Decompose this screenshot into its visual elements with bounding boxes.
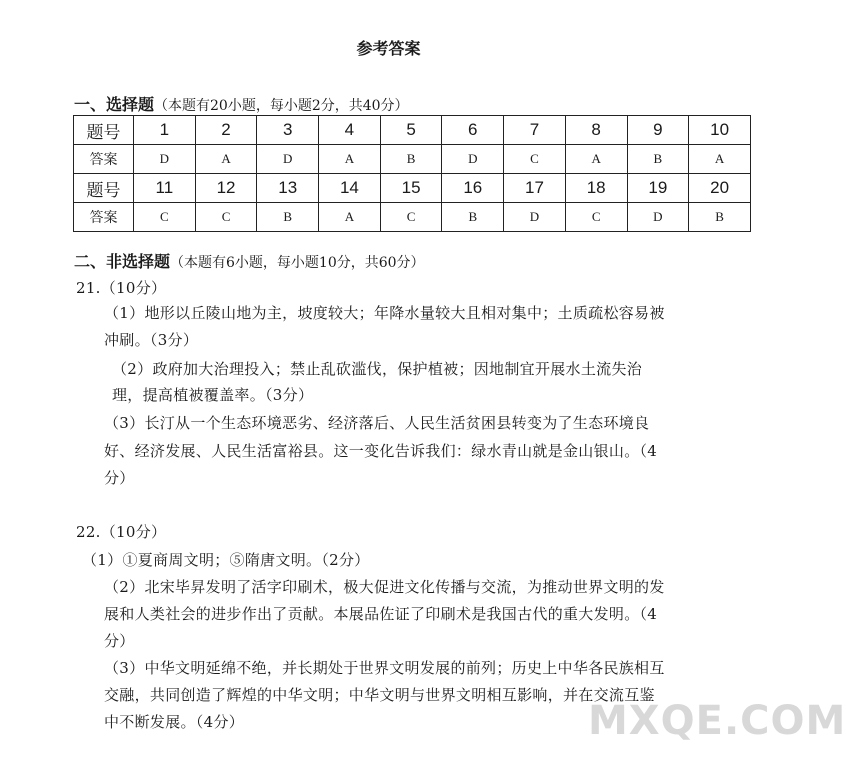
answer-line: 好、经济发展、人民生活富裕县。这一变化告诉我们：绿水青山就是金山银山。（4 [104, 442, 658, 460]
table-cell: A [565, 145, 627, 174]
answer-line: （3）中华文明延绵不绝，并长期处于世界文明发展的前列；历史上中华各民族相互 [104, 659, 665, 677]
table-cell: C [195, 203, 257, 232]
table-cell: 15 [380, 174, 442, 203]
answer-table [73, 115, 751, 232]
table-cell: A [195, 145, 257, 174]
answer-line: （1）地形以丘陵山地为主，坡度较大；年降水量较大且相对集中；土质疏松容易被 [104, 304, 665, 322]
table-cell: 9 [627, 116, 689, 145]
table-cell: 13 [257, 174, 319, 203]
row-label-number: 题号 [74, 174, 134, 203]
section-1-note: （本题有20小题，每小题2分，共40分） [154, 98, 409, 114]
question-22-header: 22.（10分） [76, 523, 167, 541]
row-label-number: 题号 [74, 116, 134, 145]
answer-line: 理，提高植被覆盖率。（3分） [112, 386, 314, 404]
table-cell: 11 [134, 174, 196, 203]
table-cell: B [627, 145, 689, 174]
table-cell: 8 [565, 116, 627, 145]
row-label-answer: 答案 [74, 145, 134, 174]
table-cell: D [134, 145, 196, 174]
table-cell: B [689, 203, 751, 232]
table-row [74, 145, 751, 174]
table-cell: B [442, 203, 504, 232]
table-cell: C [380, 203, 442, 232]
table-cell: D [442, 145, 504, 174]
page-title: 参考答案 [356, 39, 421, 58]
table-cell: 14 [319, 174, 381, 203]
section-1-title: 一、选择题 [74, 95, 155, 114]
table-row [74, 174, 751, 203]
table-row [74, 116, 751, 145]
answer-line: 交融，共同创造了辉煌的中华文明；中华文明与世界文明相互影响，并在交流互鉴 [104, 686, 655, 704]
answer-line: 分） [104, 469, 135, 487]
question-21-header: 21.（10分） [76, 279, 167, 297]
section-2-heading [74, 249, 425, 272]
table-cell: A [689, 145, 751, 174]
table-cell: D [504, 203, 566, 232]
table-cell: 2 [195, 116, 257, 145]
table-cell: 19 [627, 174, 689, 203]
table-cell: C [134, 203, 196, 232]
answer-line: 展和人类社会的进步作出了贡献。本展品佐证了印刷术是我国古代的重大发明。（4 [104, 605, 658, 623]
table-cell: C [504, 145, 566, 174]
answer-line: 冲刷。（3分） [104, 331, 199, 349]
table-cell: A [319, 203, 381, 232]
table-cell: B [380, 145, 442, 174]
table-cell: 1 [134, 116, 196, 145]
table-cell: D [627, 203, 689, 232]
answer-line: 分） [104, 632, 135, 650]
table-cell: 12 [195, 174, 257, 203]
watermark-logo: MXQE.COM [588, 698, 846, 744]
table-cell: B [257, 203, 319, 232]
answer-line: （3）长汀从一个生态环境恶劣、经济落后、人民生活贫困县转变为了生态环境良 [104, 414, 650, 432]
table-cell: 17 [504, 174, 566, 203]
table-cell: A [319, 145, 381, 174]
answer-line: （2）北宋毕昇发明了活字印刷术，极大促进文化传播与交流，为推动世界文明的发 [104, 578, 665, 596]
table-cell: C [565, 203, 627, 232]
table-row [74, 203, 751, 232]
table-cell: D [257, 145, 319, 174]
table-cell: 5 [380, 116, 442, 145]
section-2-note: （本题有6小题，每小题10分，共60分） [170, 255, 425, 271]
answer-line: （2）政府加大治理投入；禁止乱砍滥伐，保护植被；因地制宜开展水土流失治 [112, 360, 643, 378]
table-cell: 20 [689, 174, 751, 203]
section-1-heading [74, 92, 409, 115]
table-cell: 7 [504, 116, 566, 145]
answer-line: 中不断发展。（4分） [104, 713, 245, 731]
table-cell: 10 [689, 116, 751, 145]
table-cell: 18 [565, 174, 627, 203]
table-cell: 3 [257, 116, 319, 145]
table-cell: 4 [319, 116, 381, 145]
row-label-answer: 答案 [74, 203, 134, 232]
section-2-title: 二、非选择题 [74, 252, 171, 271]
answer-line: （1）①夏商周文明；⑤隋唐文明。（2分） [82, 551, 370, 569]
table-cell: 6 [442, 116, 504, 145]
table-cell: 16 [442, 174, 504, 203]
